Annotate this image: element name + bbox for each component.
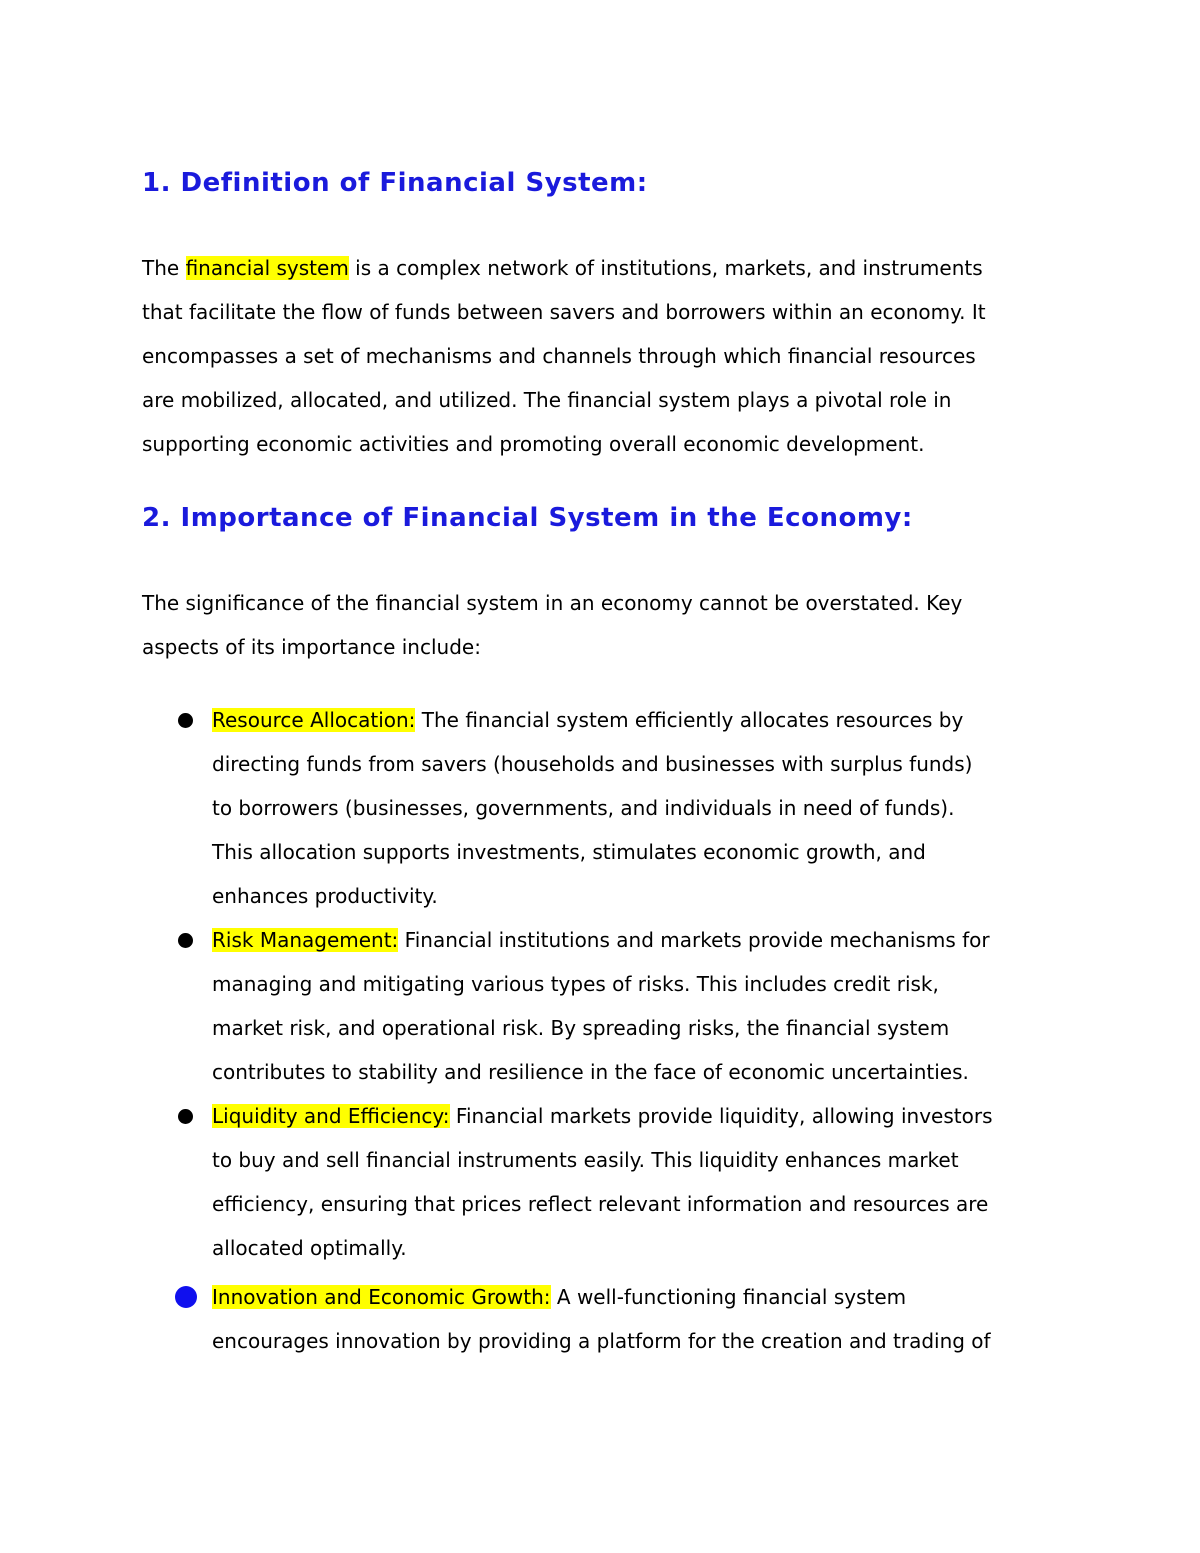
text-run: Financial markets provide liquidity, allowing investors [449,1104,993,1128]
paragraph-line: This allocation supports investments, stimulates economic growth, and [212,840,926,864]
bullet-icon [178,713,193,728]
text-run: The financial system efficiently allocates resources by [415,708,964,732]
paragraph-line [212,1094,1082,1138]
list-item-risk-management [212,918,1082,1094]
paragraph-line: market risk, and operational risk. By spreading risks, the financial system [212,1016,950,1040]
definition-paragraph [142,246,1072,466]
paragraph-line: contributes to stability and resilience in the face of economic uncertainties. [212,1060,969,1084]
paragraph-line: supporting economic activities and promoting overall economic development. [142,432,925,456]
highlighted-label: Risk Management: [212,928,399,952]
paragraph-line: allocated optimally. [212,1236,407,1260]
paragraph-line: are mobilized, allocated, and utilized. The financial system plays a pivotal role in [142,388,952,412]
importance-intro-paragraph [142,581,1072,669]
paragraph-line: enhances productivity. [212,884,438,908]
paragraph-line: encompasses a set of mechanisms and channels through which financial resources [142,344,976,368]
list-item-innovation-growth [212,1275,1082,1363]
paragraph-line [142,246,1072,290]
text-run: A well-functioning financial system [550,1285,907,1309]
bullet-icon-selected[interactable] [175,1286,197,1308]
paragraph-line: to borrowers (businesses, governments, and individuals in need of funds). [212,796,955,820]
highlighted-label: Liquidity and Efficiency: [212,1104,450,1128]
paragraph-line: efficiency, ensuring that prices reflect relevant information and resources are [212,1192,989,1216]
text-run: is a complex network of institutions, markets, and instruments [348,256,983,280]
highlighted-label: Innovation and Economic Growth: [212,1285,551,1309]
list-item-liquidity-efficiency [212,1094,1082,1270]
paragraph-line [212,698,1082,742]
section-heading-importance: 2. Importance of Financial System in the Economy: [142,503,913,533]
paragraph-line: that facilitate the flow of funds between savers and borrowers within an economy. It [142,300,986,324]
bullet-icon [178,1109,193,1124]
paragraph-line: encourages innovation by providing a platform for the creation and trading of [212,1329,991,1353]
paragraph-line [212,1275,1082,1319]
list-item-resource-allocation [212,698,1082,918]
paragraph-line: The significance of the financial system in an economy cannot be overstated. Key [142,591,963,615]
paragraph-line: managing and mitigating various types of risks. This includes credit risk, [212,972,939,996]
section-heading-definition: 1. Definition of Financial System: [142,168,648,198]
paragraph-line: to buy and sell financial instruments easily. This liquidity enhances market [212,1148,959,1172]
text-run: The [142,256,186,280]
paragraph-line: directing funds from savers (households and businesses with surplus funds) [212,752,973,776]
paragraph-line [212,918,1082,962]
highlighted-term: financial system [185,256,349,280]
text-run: Financial institutions and markets provide mechanisms for [398,928,990,952]
bullet-icon [178,933,193,948]
paragraph-line: aspects of its importance include: [142,635,481,659]
highlighted-label: Resource Allocation: [212,708,416,732]
